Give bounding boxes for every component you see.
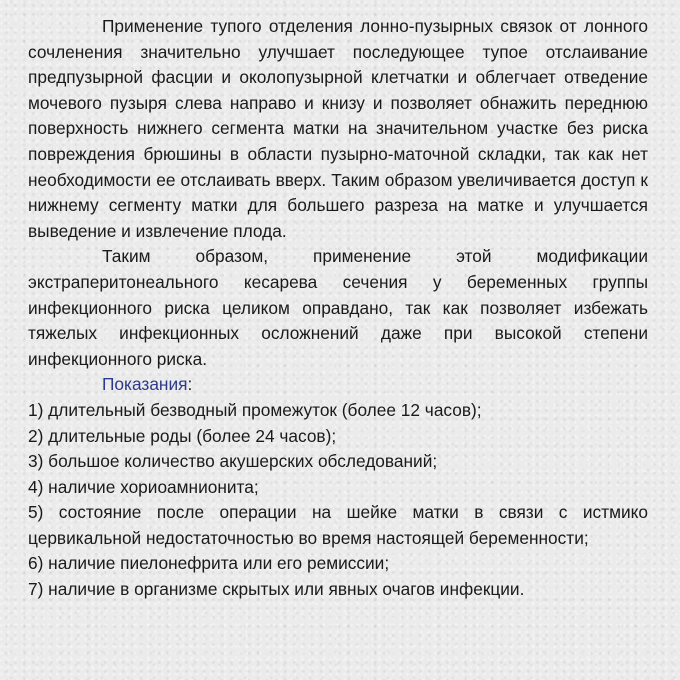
- paragraph-conclusion: Таким образом, применение этой модификации экстраперитонеального кесарева сечения у беременных группы инфекционного риска целиком оправдано, так как позволяет избежать тяжелых инфекционных осложнений даже при высокой степени инфекционного риска.: [28, 246, 648, 369]
- list-item: 4) наличие хориоамнионита;: [28, 476, 259, 497]
- list-item: 2) длительные роды (более 24 часов);: [28, 425, 337, 446]
- list-item: 5) состояние после операции на шейке матки в связи с истмико цервикальной недостаточностью во время настоящей беременности;: [28, 502, 648, 548]
- list-item: 3) большое количество акушерских обследований;: [28, 451, 438, 472]
- indications-heading-colon: :: [187, 374, 193, 395]
- indications-list: [28, 398, 648, 603]
- indications-heading-label: Показания: [102, 374, 188, 395]
- list-item: 1) длительный безводный промежуток (более 12 часов);: [28, 399, 482, 420]
- indications-heading: [28, 372, 648, 398]
- list-item: 6) наличие пиелонефрита или его ремиссии;: [28, 553, 390, 574]
- list-item: 7) наличие в организме скрытых или явных очагов инфекции.: [28, 579, 525, 600]
- paragraph-blunt-separation: Применение тупого отделения лонно-пузырных связок от лонного сочленения значительно улучшает последующее тупое отслаивание предпузырной фасции и околопузырной клетчатки и облегчает отведение мочевого пузыря слева направо и книзу и позволяет обнажить переднюю поверхность нижнего сегмента матки на значительном участке без риска повреждения брюшины в области пузырно-маточной складки, так как нет необходимости ее отслаивать вверх. Таким образом увеличивается доступ к нижнему сегменту матки для большего разреза на матке и улучшается выведение и извлечение плода.: [28, 16, 648, 241]
- document-page: [28, 14, 648, 666]
